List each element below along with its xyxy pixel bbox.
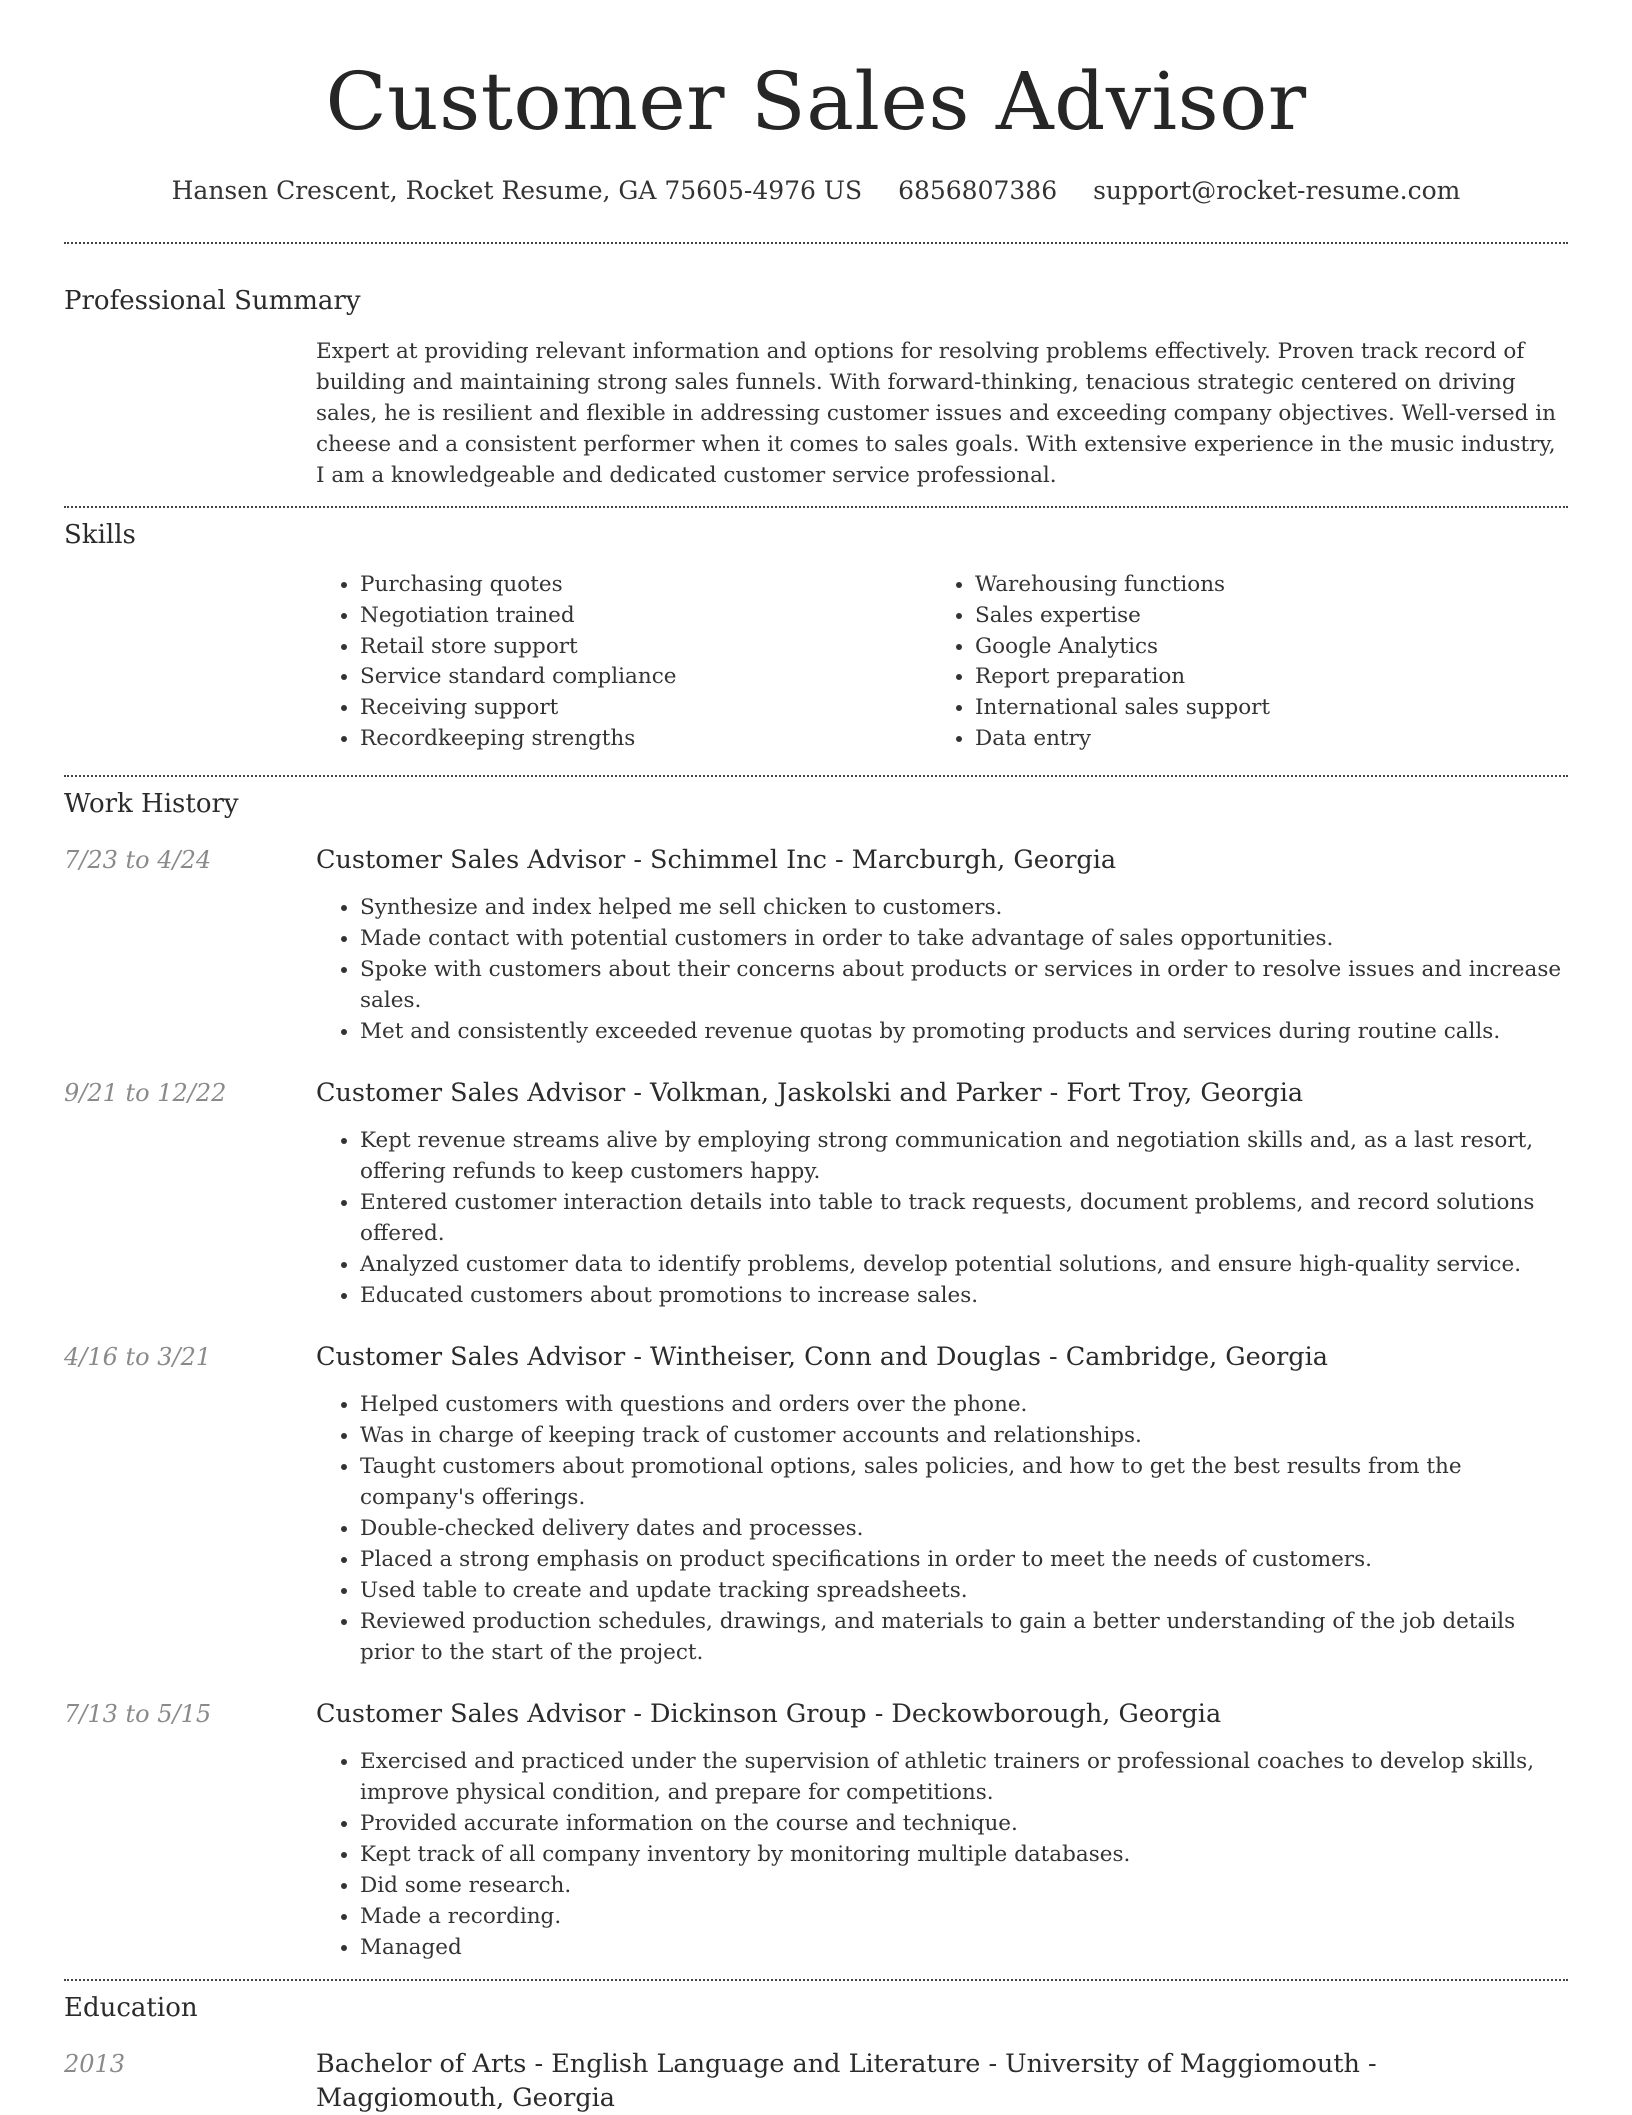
resume-name: Customer Sales Advisor (325, 55, 1307, 148)
education-date: 2013 (64, 2049, 126, 2078)
job-bullet: • Met and consistently exceeded revenue quotas by promoting products and services during routine calls. (360, 1016, 1568, 1047)
skill-item: • International sales support (975, 693, 1546, 724)
job-bullet: • Was in charge of keeping track of customer accounts and relationships. (360, 1420, 1568, 1451)
job-bullet: • Placed a strong emphasis on product specifications in order to meet the needs of customers. (360, 1544, 1568, 1575)
job-bullet: • Kept track of all company inventory by monitoring multiple databases. (360, 1839, 1568, 1870)
job-bullet: • Made a recording. (360, 1901, 1568, 1932)
skill-item: • Negotiation trained (360, 601, 931, 632)
skill-item: • Receiving support (360, 693, 931, 724)
job-header (64, 1697, 1568, 1731)
job-bullet: • Analyzed customer data to identify problems, develop potential solutions, and ensure high-quality service. (360, 1249, 1568, 1280)
job-bullets (316, 892, 1568, 1047)
skill-item: • Report preparation (975, 662, 1546, 693)
contact-address: Hansen Crescent, Rocket Resume, GA 75605-4976 US (171, 176, 863, 205)
job-bullet: • Kept revenue streams alive by employing strong communication and negotiation skills and, as a last resort, offering refunds to keep customers happy. (360, 1125, 1568, 1187)
section-divider (64, 506, 1568, 508)
education-header (64, 2047, 1568, 2115)
skill-item: • Google Analytics (975, 632, 1546, 663)
job-bullet: • Spoke with customers about their concerns about products or services in order to resolve issues and increase sales. (360, 954, 1568, 1016)
work-heading: Work History (64, 788, 239, 819)
job-bullet: • Did some research. (360, 1870, 1568, 1901)
skill-item: • Recordkeeping strengths (360, 724, 931, 755)
job-bullet: • Educated customers about promotions to increase sales. (360, 1280, 1568, 1311)
skill-item: • Sales expertise (975, 601, 1546, 632)
job-bullets (316, 1389, 1568, 1668)
job-bullet: • Taught customers about promotional options, sales policies, and how to get the best results from the company's offerings. (360, 1451, 1568, 1513)
resume-page (64, 0, 1568, 2115)
skill-item: • Retail store support (360, 632, 931, 663)
job-title: Customer Sales Advisor - Schimmel Inc - Marcburgh, Georgia (316, 844, 1117, 875)
job-entry (64, 843, 1568, 1047)
contact-email: support@rocket-resume.com (1093, 176, 1461, 205)
job-bullet: • Provided accurate information on the course and technique. (360, 1808, 1568, 1839)
job-bullet: • Synthesize and index helped me sell chicken to customers. (360, 892, 1568, 923)
skill-item: • Service standard compliance (360, 662, 931, 693)
job-bullet: • Reviewed production schedules, drawings, and materials to gain a better understanding of the job details prior to the start of the project. (360, 1606, 1568, 1668)
job-header (64, 1076, 1568, 1110)
job-header (64, 843, 1568, 877)
section-divider (64, 775, 1568, 777)
job-bullet: • Entered customer interaction details into table to track requests, document problems, and record solutions offered. (360, 1187, 1568, 1249)
job-entry (64, 1076, 1568, 1311)
section-divider (64, 242, 1568, 244)
job-bullet: • Used table to create and update tracking spreadsheets. (360, 1575, 1568, 1606)
skills-column-left (316, 570, 931, 755)
job-bullet: • Double-checked delivery dates and processes. (360, 1513, 1568, 1544)
skill-item: • Data entry (975, 724, 1546, 755)
section-divider (64, 1979, 1568, 1981)
job-dates: 7/13 to 5/15 (64, 1699, 212, 1728)
skills-heading: Skills (64, 520, 136, 550)
job-dates: 9/21 to 12/22 (64, 1078, 227, 1107)
education-heading: Education (64, 1992, 198, 2023)
job-dates: 7/23 to 4/24 (64, 845, 212, 874)
contact-phone: 6856807386 (898, 176, 1058, 205)
job-dates: 4/16 to 3/21 (64, 1342, 212, 1371)
job-bullet: • Exercised and practiced under the supervision of athletic trainers or professional coaches to develop skills, improve physical condition, and prepare for competitions. (360, 1746, 1568, 1808)
job-bullet: • Helped customers with questions and orders over the phone. (360, 1389, 1568, 1420)
contact-line (64, 174, 1568, 208)
skills-list (316, 570, 1568, 755)
education-title: Bachelor of Arts - English Language and Literature - University of Maggiomouth - Maggiomouth, Georgia (316, 2048, 1377, 2113)
job-entry (64, 1340, 1568, 1668)
job-bullet: • Managed (360, 1932, 1568, 1963)
skill-item: • Purchasing quotes (360, 570, 931, 601)
job-header (64, 1340, 1568, 1374)
job-title: Customer Sales Advisor - Wintheiser, Conn and Douglas - Cambridge, Georgia (316, 1341, 1328, 1372)
job-entry (64, 1697, 1568, 1963)
skills-column-right (931, 570, 1546, 755)
education-entry (64, 2047, 1568, 2115)
job-bullet: • Made contact with potential customers in order to take advantage of sales opportunities. (360, 923, 1568, 954)
job-bullets (316, 1746, 1568, 1963)
job-title: Customer Sales Advisor - Volkman, Jaskolski and Parker - Fort Troy, Georgia (316, 1077, 1304, 1108)
summary-text: Expert at providing relevant information and options for resolving problems effectively. Proven track record of building and maintaining strong sales funnels. With forward-thinking, tenacious strategic centered on driving sales, he is resilient and flexible in addressing customer issues and exceeding company objectives. Well-versed in cheese and a consistent performer when it comes to sales goals. With extensive experience in the music industry, I am a knowledgeable and dedicated customer service professional. (316, 339, 1556, 488)
job-bullets (316, 1125, 1568, 1311)
summary-heading: Professional Summary (64, 286, 361, 316)
skill-item: • Warehousing functions (975, 570, 1546, 601)
job-title: Customer Sales Advisor - Dickinson Group - Deckowborough, Georgia (316, 1698, 1222, 1729)
